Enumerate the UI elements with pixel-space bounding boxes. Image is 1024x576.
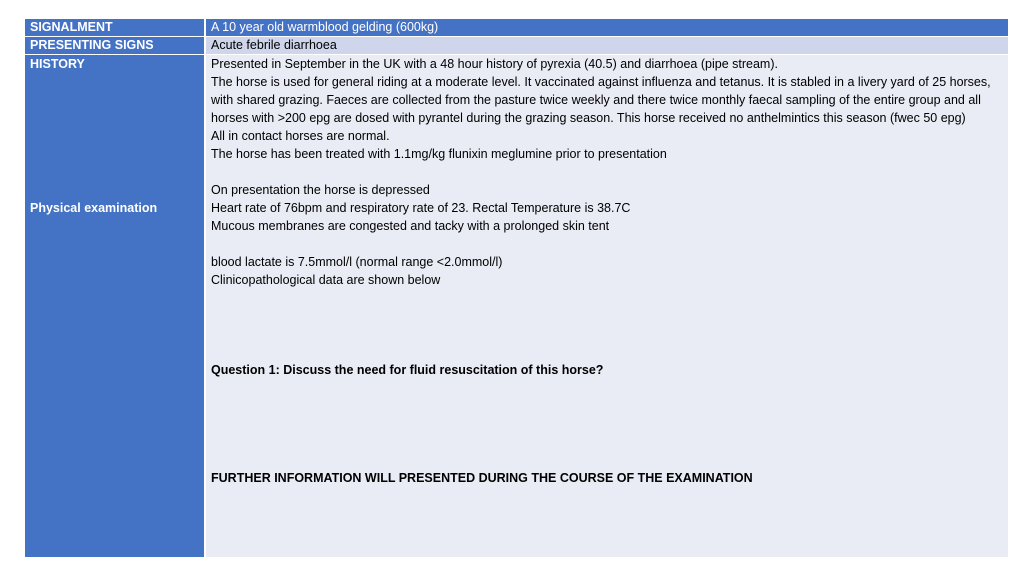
further-information-notice: FURTHER INFORMATION WILL PRESENTED DURING THE COURSE OF THE EXAMINATION (211, 471, 753, 485)
physical-examination-label: Physical examination (30, 201, 158, 215)
exam-line-5: Clinicopathological data are shown below (211, 273, 441, 287)
exam-line-4: blood lactate is 7.5mmol/l (normal range <2.0mmol/l) (211, 255, 503, 269)
exam-line-3: Mucous membranes are congested and tacky with a prolonged skin tent (211, 219, 610, 233)
blank-line (211, 163, 1008, 181)
history-line-1: Presented in September in the UK with a 48 hour history of pyrexia (40.5) and diarrhoea (pipe stream). (211, 57, 778, 71)
history-line-3: All in contact horses are normal. (211, 129, 390, 143)
history-paragraph-2: The horse is used for general riding at a moderate level. It vaccinated against influenza and tetanus. It is stabled in a livery yard of 25 horses, with shared grazing. Faeces are collected from the pasture twice weekly and there twice monthly faecal sampling of the entire group and all horses with >200 epg are dosed with pyrantel during the grazing season. This horse received no anthelmintics this season (fwec 50 epg) (211, 75, 991, 125)
exam-line-1: On presentation the horse is depressed (211, 183, 430, 197)
case-table (25, 19, 1008, 557)
history-label-column (25, 55, 204, 557)
presenting-signs-value: Acute febrile diarrhoea (206, 37, 1008, 54)
label-spacer (30, 73, 204, 199)
question-1: Question 1: Discuss the need for fluid resuscitation of this horse? (211, 363, 604, 377)
history-row (25, 55, 1008, 557)
history-line-4: The horse has been treated with 1.1mg/kg flunixin meglumine prior to presentation (211, 147, 667, 161)
presenting-signs-row (25, 37, 1008, 54)
signalment-label: SIGNALMENT (25, 19, 204, 36)
history-label: HISTORY (30, 57, 85, 71)
signalment-value: A 10 year old warmblood gelding (600kg) (206, 19, 1008, 36)
blank-line (211, 235, 1008, 253)
signalment-row (25, 19, 1008, 36)
presenting-signs-label: PRESENTING SIGNS (25, 37, 204, 54)
history-value (206, 55, 1008, 557)
exam-line-2: Heart rate of 76bpm and respiratory rate of 23. Rectal Temperature is 38.7C (211, 201, 631, 215)
